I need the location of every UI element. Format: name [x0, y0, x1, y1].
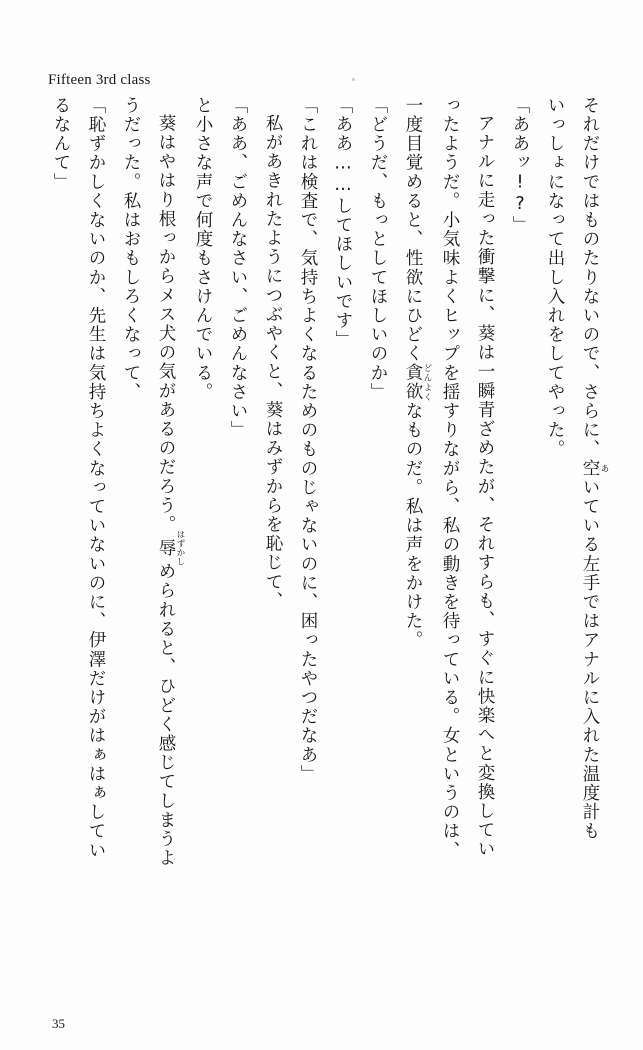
page-number: 35 — [52, 1016, 65, 1031]
body-text-vertical — [40, 96, 609, 996]
paragraph: るなんて」 — [51, 96, 71, 192]
ruby-hazukashime: 辱 はずかし — [156, 529, 185, 566]
ruby-donyoku: 貪欲 どんよく — [403, 363, 432, 402]
paragraph: 「恥ずかしくないのか、先生は気持ちよくなっていないのに、伊澤だけがはぁはぁしてい — [86, 96, 106, 860]
paragraph: と小さな声で何度もさけんでいる。 — [193, 96, 213, 402]
ruby-sora: 空 あ — [580, 458, 609, 479]
page-speck — [352, 78, 355, 81]
paragraph: アナルに走った衝撃に、葵は一瞬青ざめたが、それすらも、すぐに快楽へと変換してい — [475, 113, 495, 859]
paragraph: うだった。私はおもしろくなって、 — [121, 96, 141, 402]
paragraph: ったようだ。小気味よくヒップを揺すりながら、私の動きを待っている。女というのは、 — [440, 96, 460, 860]
paragraph: 「ああ……してほしいです」 — [333, 96, 353, 350]
paragraph: 「どうだ、もっとしてほしいのか」 — [368, 96, 388, 402]
paragraph: いっしょになって出し入れをしてやった。 — [545, 96, 565, 459]
paragraph: 葵はやはり根っからメス犬の気があるのだろう。辱 はずかしめられると、ひどく感じてしまうよ — [156, 113, 185, 868]
paragraph: それだけではものたりないので、さらに、空 あいている左手ではアナルに入れた温度計も — [580, 96, 609, 841]
paragraph: 「ああ、ごめんなさい、ごめんなさい」 — [228, 96, 248, 440]
paragraph: 「ああッ!?」 — [510, 96, 530, 235]
paragraph: 「これは検査で、気持ちよくなるためのものじゃないのに、困ったやつだなあ」 — [298, 96, 318, 784]
paragraph: 一度目覚めると、性欲にひどく貪欲 どんよくなものだ。私は声をかけた。 — [403, 96, 432, 650]
running-head: Fifteen 3rd class — [48, 72, 151, 88]
paragraph: 私があきれたようにつぶやくと、葵はみずからを恥じて、 — [263, 113, 283, 611]
